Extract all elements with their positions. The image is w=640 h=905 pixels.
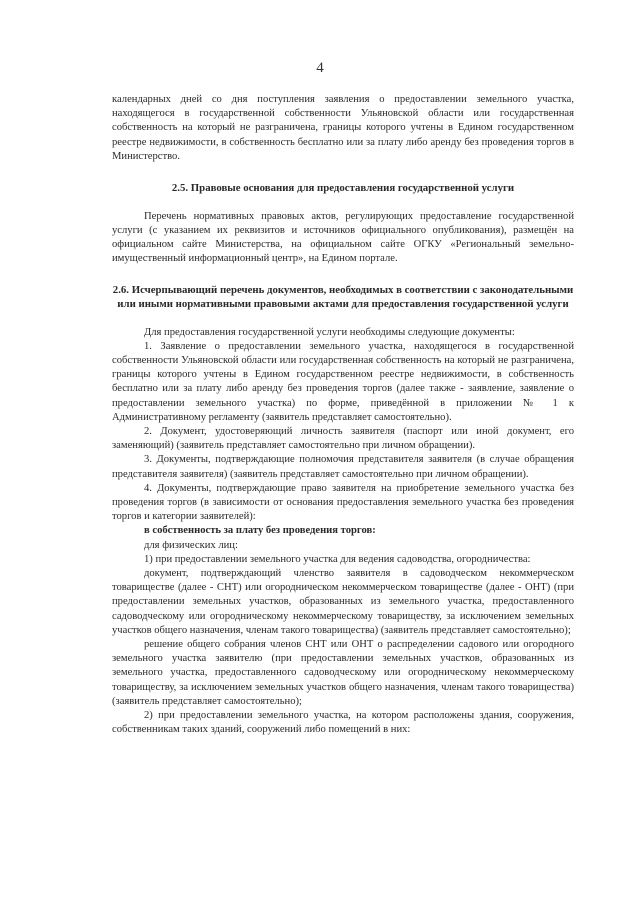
document-item-4: 4. Документы, подтверждающие право заявителя на приобретение земельного участка без проведения торгов (в зависимости от основания предоставления земельного участка без проведения торгов и категории заявителей): xyxy=(112,482,574,523)
subheading-paid-ownership: в собственность за плату без проведения торгов: xyxy=(144,525,376,537)
document-item-3: 3. Документы, подтверждающие полномочия представителя заявителя (в случае обращения представителя заявителя) (заявитель представляет самостоятельно при личном обращении). xyxy=(112,454,574,480)
section-2-5-paragraph: Перечень нормативных правовых актов, регулирующих предоставление государственной услуги (с указанием их реквизитов и источников официального опубликования), размещён на официальном сайте Министерства, на официальном сайте ОГКУ «Региональный земельно-имущественный информационный центр», на Едином портале. xyxy=(112,210,574,265)
intro-paragraph: календарных дней со дня поступления заявления о предоставлении земельного участка, находящегося в государственной собственности Ульяновской области или государственная собственность на который не разграничена, границы которого учтены в Едином государственном реестре недвижимости, в собственность бесплатно или за плату либо аренду без проведения торгов в Министерство. xyxy=(112,94,574,162)
document-item-2: 2. Документ, удостоверяющий личность заявителя (паспорт или иной документ, его заменяющий) (заявитель представляет самостоятельно при личном обращении). xyxy=(112,426,574,452)
page-number: 4 xyxy=(316,60,324,76)
case-1-membership-document: документ, подтверждающий членство заявителя в садоводческом некоммерческом товариществе (далее - СНТ) или огородническом некоммерческом товариществе (далее - ОНТ) (при предоставлении земельных участков, образованных из земельного участка, предоставленного садоводческому или огородническому некоммерческому товариществу, за исключением земельных участков общего назначения, членам такого товарищества) (заявитель представляет самостоятельно); xyxy=(112,568,574,636)
case-2-buildings: 2) при предоставлении земельного участка, на котором расположены здания, сооружения, собственникам таких зданий, сооружений либо помещений в них: xyxy=(112,710,574,736)
document-item-1: 1. Заявление о предоставлении земельного участка, находящегося в государственной собственности Ульяновской области или государственная собственность на который не разграничена, границы которого учтены в Едином государственном реестре недвижимости, в собственность бесплатно или за плату либо аренду без проведения торгов (далее также - заявление, заявление о предоставлении земельного участка) по форме, приведённой в приложении № 1 к Административному регламенту (заявитель представляет самостоятельно). xyxy=(112,340,574,423)
subheading-individuals: для физических лиц: xyxy=(144,539,238,551)
case-1-general-meeting-decision: решение общего собрания членов СНТ или ОНТ о распределении садового или огородного земельного участка заявителю (при предоставлении земельных участков, образованных из земельного участка, предоставленного садоводческому или огородническому некоммерческому товариществу, за исключением земельных участков общего назначения, членам такого товарищества) (заявитель представляет самостоятельно); xyxy=(112,639,574,707)
section-2-6-heading: 2.6. Исчерпывающий перечень документов, необходимых в соответствии с законодательными или иными нормативными правовыми актами для предоставления государственной услуги xyxy=(112,284,574,311)
documents-intro: Для предоставления государственной услуги необходимы следующие документы: xyxy=(144,326,515,338)
section-2-5-heading: 2.5. Правовые основания для предоставления государственной услуги xyxy=(171,182,515,195)
case-1-gardening: 1) при предоставлении земельного участка для ведения садоводства, огородничества: xyxy=(144,553,531,565)
document-body xyxy=(112,93,574,738)
